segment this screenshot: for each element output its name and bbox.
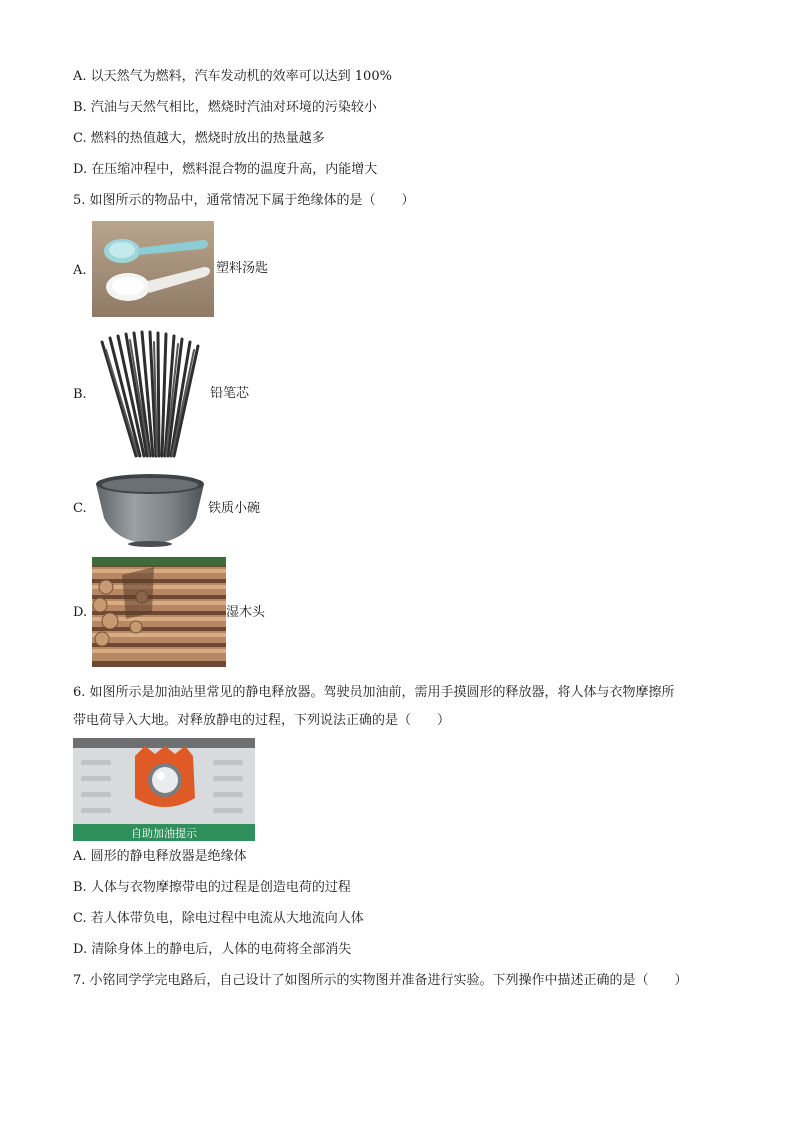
q4-option-b: B. 汽油与天然气相比，燃烧时汽油对环境的污染较小 <box>73 100 377 115</box>
q6-option-c: C. 若人体带负电，除电过程中电流从大地流向人体 <box>73 911 364 926</box>
wet-wood-image <box>92 557 226 667</box>
q4-option-d: D. 在压缩冲程中，燃料混合物的温度升高，内能增大 <box>73 162 378 177</box>
pencil-lead-image <box>92 330 210 460</box>
q5-option-c-letter: C. <box>73 501 87 516</box>
q4-option-c: C. 燃料的热值越大，燃烧时放出的热量越多 <box>73 131 325 146</box>
q5-option-b-letter: B. <box>73 387 87 402</box>
q6-option-b: B. 人体与衣物摩擦带电的过程是创造电荷的过程 <box>73 880 351 895</box>
q5-option-d-caption: 湿木头 <box>226 605 266 620</box>
q6-option-d: D. 清除身体上的静电后，人体的电荷将全部消失 <box>73 942 352 957</box>
plastic-spoon-image <box>92 221 214 317</box>
q5-option-d-letter: D. <box>73 605 88 620</box>
q5-option-a-caption: 塑料汤匙 <box>216 261 269 276</box>
q5-option-a-letter: A. <box>73 263 87 278</box>
q6-option-a: A. 圆形的静电释放器是绝缘体 <box>73 849 247 864</box>
q6-stem-line2: 带电荷导入大地。对释放静电的过程，下列说法正确的是（ ） <box>73 713 451 728</box>
q7-stem: 7. 小铭同学学完电路后，自己设计了如图所示的实物图并准备进行实验。下列操作中描述正确的是（ ） <box>73 973 688 988</box>
q4-option-a: A. 以天然气为燃料，汽车发动机的效率可以达到 100% <box>73 69 392 84</box>
discharger-sign-text: 自助加油提示 <box>131 827 197 840</box>
q5-stem: 5. 如图所示的物品中，通常情况下属于绝缘体的是（ ） <box>73 193 415 208</box>
q5-option-b-caption: 铅笔芯 <box>210 386 250 401</box>
q5-option-c-caption: 铁质小碗 <box>208 501 261 516</box>
q6-stem-line1: 6. 如图所示是加油站里常见的静电释放器。驾驶员加油前，需用手摸圆形的释放器，将人体与衣物摩擦所 <box>73 685 675 700</box>
iron-bowl-image <box>92 470 208 548</box>
static-discharger-image <box>73 738 255 841</box>
